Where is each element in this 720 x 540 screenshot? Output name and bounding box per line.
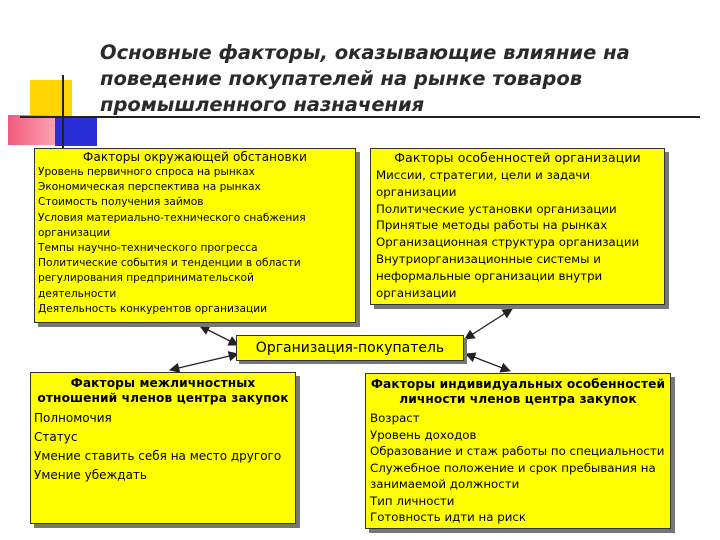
environment-factors-box [34, 148, 356, 323]
list-item: Миссии, стратегии, цели и задачи [376, 168, 591, 182]
arrow-individual-to-buyer [466, 354, 510, 371]
list-item: Уровень доходов [370, 427, 477, 442]
list-item: Политические установки организации [376, 201, 617, 216]
list-item: Умение убеждать [34, 468, 147, 482]
arrow-interpersonal-to-buyer [170, 354, 238, 370]
list-item: занимаемой должности [370, 477, 520, 491]
arrow-organization-to-buyer [465, 309, 512, 339]
individual-factors-heading: Факторы индивидуальных особенностей личности членов центра закупок [370, 377, 666, 406]
organization-factors-heading: Факторы особенностей организации [394, 150, 641, 165]
list-item: деятельности [38, 287, 117, 300]
list-item: Умение ставить себя на место другого [34, 449, 282, 463]
list-item: организации [376, 184, 457, 199]
individual-factors-box [365, 373, 671, 529]
individual-factors-list [370, 410, 666, 526]
slide-title: Основные факторы, оказывающие влияние на поведение покупателей на рынке товаров промышленного назначения [100, 41, 630, 116]
organization-factors-box [370, 148, 665, 305]
list-item: Возраст [370, 411, 420, 425]
list-item: Внутриорганизационные системы и [376, 251, 601, 266]
arrow-environment-to-buyer [200, 326, 238, 345]
list-item: неформальные организации внутри [376, 268, 603, 283]
list-item: Образование и стаж работы по специальности [370, 444, 665, 458]
list-item: Условия материально-технического снабжения [38, 211, 306, 224]
buyer-organization-box: Организация-покупатель [236, 335, 464, 361]
interpersonal-factors-box [30, 372, 296, 524]
list-item: Полномочия [34, 411, 112, 425]
list-item: Готовность идти на риск [370, 510, 527, 524]
environment-factors-heading: Факторы окружающей обстановки [83, 150, 307, 164]
list-item: Экономическая перспектива на рынках [38, 181, 261, 194]
list-item: Уровень первичного спроса на рынках [38, 166, 255, 178]
interpersonal-factors-heading: Факторы межличностных отношений членов центра закупок [37, 376, 289, 405]
list-item: Стоимость получения займов [38, 196, 204, 209]
list-item: организации [38, 226, 111, 239]
interpersonal-factors-list [34, 409, 292, 485]
list-item: Политические события и тенденции в области [38, 257, 301, 270]
organization-factors-list [376, 167, 659, 301]
list-item: Организационная структура организации [376, 235, 640, 250]
list-item: Темпы научно-технического прогресса [38, 242, 258, 255]
list-item: организации [376, 285, 457, 300]
list-item: Служебное положение и срок пребывания на [370, 460, 656, 475]
environment-factors-list [38, 165, 352, 317]
list-item: Деятельность конкурентов организации [38, 302, 267, 315]
list-item: регулирования предпринимательской [38, 272, 254, 285]
list-item: Тип личности [370, 493, 455, 508]
list-item: Статус [34, 430, 78, 444]
list-item: Принятые методы работы на рынках [376, 218, 608, 233]
